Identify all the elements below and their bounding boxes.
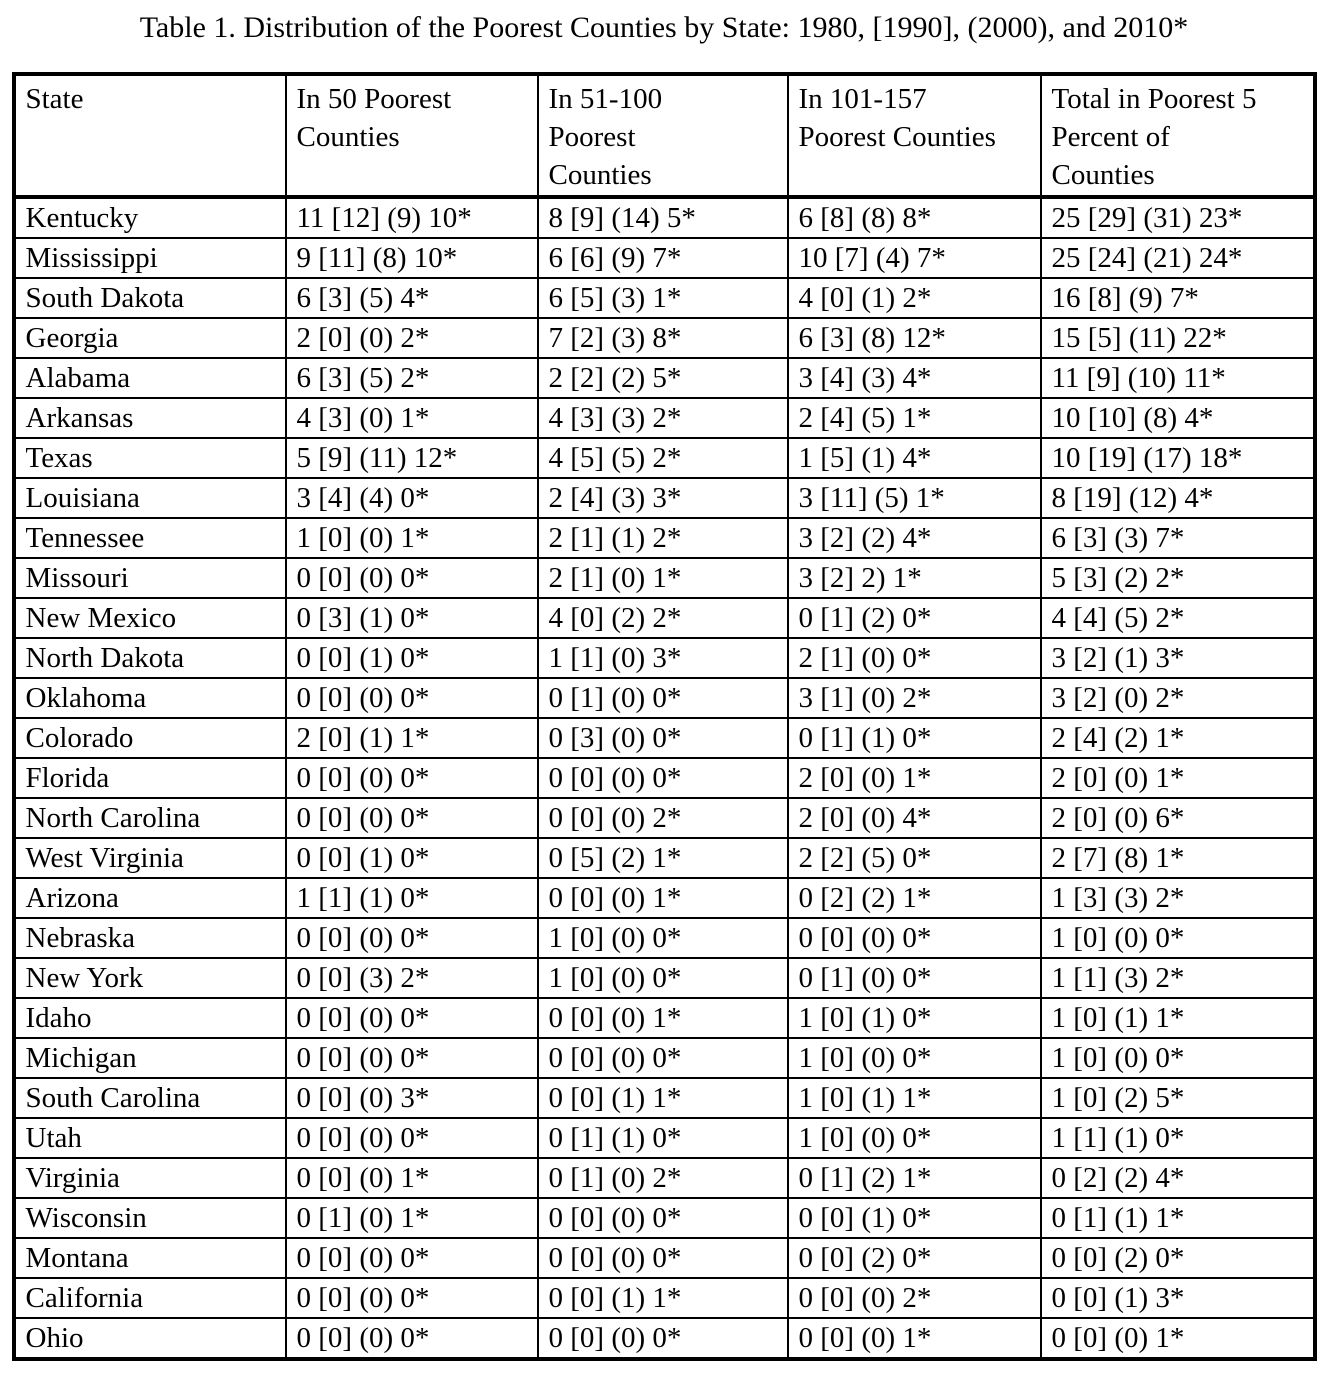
- in-50-poorest-cell: 0 [0] (0) 0*: [286, 558, 538, 598]
- table-row: [14, 758, 1315, 798]
- total-poorest-5pct-cell: 10 [10] (8) 4*: [1041, 398, 1315, 438]
- in-50-poorest-cell: 0 [0] (1) 0*: [286, 638, 538, 678]
- in-101-157-poorest-cell: 0 [1] (1) 0*: [788, 718, 1041, 758]
- in-50-poorest-cell: 0 [1] (0) 1*: [286, 1198, 538, 1238]
- in-50-poorest-cell: 0 [0] (0) 0*: [286, 1238, 538, 1278]
- in-50-poorest-cell: 3 [4] (4) 0*: [286, 478, 538, 518]
- in-51-100-poorest-cell: 0 [0] (0) 1*: [538, 998, 788, 1038]
- table-row: [14, 798, 1315, 838]
- in-50-poorest-cell: 0 [0] (0) 0*: [286, 758, 538, 798]
- column-header-in-101-157-poorest: [788, 74, 1041, 197]
- state-cell: New Mexico: [14, 598, 286, 638]
- column-header-total-poorest-5pct: [1041, 74, 1315, 197]
- in-101-157-poorest-cell: 10 [7] (4) 7*: [788, 238, 1041, 278]
- table-row: [14, 638, 1315, 678]
- state-cell: South Dakota: [14, 278, 286, 318]
- total-poorest-5pct-cell: 0 [1] (1) 1*: [1041, 1198, 1315, 1238]
- total-poorest-5pct-cell: 1 [0] (0) 0*: [1041, 1038, 1315, 1078]
- table-row: [14, 878, 1315, 918]
- in-50-poorest-cell: 4 [3] (0) 1*: [286, 398, 538, 438]
- total-poorest-5pct-cell: 1 [3] (3) 2*: [1041, 878, 1315, 918]
- table-row: [14, 918, 1315, 958]
- column-header-line: Counties: [1051, 159, 1155, 191]
- in-101-157-poorest-cell: 2 [2] (5) 0*: [788, 838, 1041, 878]
- in-51-100-poorest-cell: 0 [5] (2) 1*: [538, 838, 788, 878]
- in-101-157-poorest-cell: 2 [0] (0) 1*: [788, 758, 1041, 798]
- state-cell: New York: [14, 958, 286, 998]
- in-50-poorest-cell: 5 [9] (11) 12*: [286, 438, 538, 478]
- in-101-157-poorest-cell: 0 [0] (0) 2*: [788, 1278, 1041, 1318]
- in-51-100-poorest-cell: 1 [0] (0) 0*: [538, 918, 788, 958]
- in-50-poorest-cell: 1 [1] (1) 0*: [286, 878, 538, 918]
- column-header-line: In 101-157: [798, 83, 927, 115]
- in-101-157-poorest-cell: 2 [0] (0) 4*: [788, 798, 1041, 838]
- in-101-157-poorest-cell: 0 [2] (2) 1*: [788, 878, 1041, 918]
- in-101-157-poorest-cell: 0 [0] (0) 1*: [788, 1318, 1041, 1359]
- in-51-100-poorest-cell: 1 [0] (0) 0*: [538, 958, 788, 998]
- state-cell: Oklahoma: [14, 678, 286, 718]
- in-101-157-poorest-cell: 1 [0] (0) 0*: [788, 1118, 1041, 1158]
- in-51-100-poorest-cell: 0 [3] (0) 0*: [538, 718, 788, 758]
- state-cell: West Virginia: [14, 838, 286, 878]
- in-101-157-poorest-cell: 0 [0] (1) 0*: [788, 1198, 1041, 1238]
- column-header-in-50-poorest: [286, 74, 538, 197]
- total-poorest-5pct-cell: 2 [7] (8) 1*: [1041, 838, 1315, 878]
- in-51-100-poorest-cell: 4 [5] (5) 2*: [538, 438, 788, 478]
- total-poorest-5pct-cell: 15 [5] (11) 22*: [1041, 318, 1315, 358]
- in-101-157-poorest-cell: 6 [8] (8) 8*: [788, 197, 1041, 238]
- column-header-line: Poorest Counties: [798, 121, 996, 153]
- in-101-157-poorest-cell: 1 [0] (0) 0*: [788, 1038, 1041, 1078]
- in-50-poorest-cell: 2 [0] (0) 2*: [286, 318, 538, 358]
- in-101-157-poorest-cell: 0 [0] (2) 0*: [788, 1238, 1041, 1278]
- column-header-line: In 51-100: [548, 83, 663, 115]
- state-cell: South Carolina: [14, 1078, 286, 1118]
- state-cell: Mississippi: [14, 238, 286, 278]
- table-row: [14, 718, 1315, 758]
- table-row: [14, 438, 1315, 478]
- table-row: [14, 558, 1315, 598]
- total-poorest-5pct-cell: 1 [1] (1) 0*: [1041, 1118, 1315, 1158]
- in-50-poorest-cell: 0 [0] (0) 0*: [286, 998, 538, 1038]
- in-51-100-poorest-cell: 0 [1] (0) 0*: [538, 678, 788, 718]
- in-50-poorest-cell: 0 [0] (0) 0*: [286, 1038, 538, 1078]
- state-cell: California: [14, 1278, 286, 1318]
- in-50-poorest-cell: 2 [0] (1) 1*: [286, 718, 538, 758]
- state-cell: Alabama: [14, 358, 286, 398]
- total-poorest-5pct-cell: 1 [0] (1) 1*: [1041, 998, 1315, 1038]
- state-cell: Colorado: [14, 718, 286, 758]
- column-header-line: Counties: [296, 121, 400, 153]
- state-cell: Arizona: [14, 878, 286, 918]
- table-row: [14, 1198, 1315, 1238]
- column-header-line: In 50 Poorest: [296, 83, 452, 115]
- state-cell: Georgia: [14, 318, 286, 358]
- in-101-157-poorest-cell: 1 [5] (1) 4*: [788, 438, 1041, 478]
- state-cell: Virginia: [14, 1158, 286, 1198]
- in-51-100-poorest-cell: 0 [0] (0) 0*: [538, 1038, 788, 1078]
- in-51-100-poorest-cell: 2 [2] (2) 5*: [538, 358, 788, 398]
- total-poorest-5pct-cell: 4 [4] (5) 2*: [1041, 598, 1315, 638]
- in-50-poorest-cell: 6 [3] (5) 4*: [286, 278, 538, 318]
- table-row: [14, 1038, 1315, 1078]
- column-header-line: Total in Poorest 5: [1051, 83, 1257, 115]
- in-51-100-poorest-cell: 2 [4] (3) 3*: [538, 478, 788, 518]
- in-50-poorest-cell: 11 [12] (9) 10*: [286, 197, 538, 238]
- in-51-100-poorest-cell: 4 [3] (3) 2*: [538, 398, 788, 438]
- state-cell: North Carolina: [14, 798, 286, 838]
- table-row: [14, 518, 1315, 558]
- in-51-100-poorest-cell: 7 [2] (3) 8*: [538, 318, 788, 358]
- total-poorest-5pct-cell: 2 [4] (2) 1*: [1041, 718, 1315, 758]
- total-poorest-5pct-cell: 11 [9] (10) 11*: [1041, 358, 1315, 398]
- table-row: [14, 358, 1315, 398]
- column-header-line: Poorest: [548, 121, 636, 153]
- state-cell: North Dakota: [14, 638, 286, 678]
- in-51-100-poorest-cell: 0 [0] (0) 0*: [538, 758, 788, 798]
- table-body: [14, 197, 1315, 1359]
- total-poorest-5pct-cell: 25 [24] (21) 24*: [1041, 238, 1315, 278]
- table-row: [14, 1118, 1315, 1158]
- in-51-100-poorest-cell: 8 [9] (14) 5*: [538, 197, 788, 238]
- state-cell: Louisiana: [14, 478, 286, 518]
- state-cell: Michigan: [14, 1038, 286, 1078]
- table-title: Table 1. Distribution of the Poorest Counties by State: 1980, [1990], (2000), and 2010*: [139, 11, 1189, 44]
- state-cell: Ohio: [14, 1318, 286, 1359]
- in-101-157-poorest-cell: 1 [0] (1) 1*: [788, 1078, 1041, 1118]
- in-50-poorest-cell: 0 [0] (1) 0*: [286, 838, 538, 878]
- total-poorest-5pct-cell: 0 [0] (2) 0*: [1041, 1238, 1315, 1278]
- header-row: [14, 74, 1315, 197]
- state-cell: Florida: [14, 758, 286, 798]
- in-51-100-poorest-cell: 4 [0] (2) 2*: [538, 598, 788, 638]
- table-row: [14, 1078, 1315, 1118]
- total-poorest-5pct-cell: 8 [19] (12) 4*: [1041, 478, 1315, 518]
- total-poorest-5pct-cell: 6 [3] (3) 7*: [1041, 518, 1315, 558]
- table-row: [14, 678, 1315, 718]
- table-row: [14, 398, 1315, 438]
- in-51-100-poorest-cell: 0 [0] (0) 0*: [538, 1198, 788, 1238]
- total-poorest-5pct-cell: 0 [0] (1) 3*: [1041, 1278, 1315, 1318]
- total-poorest-5pct-cell: 25 [29] (31) 23*: [1041, 197, 1315, 238]
- table-row: [14, 1318, 1315, 1359]
- in-50-poorest-cell: 1 [0] (0) 1*: [286, 518, 538, 558]
- state-cell: Arkansas: [14, 398, 286, 438]
- state-cell: Missouri: [14, 558, 286, 598]
- in-51-100-poorest-cell: 0 [0] (1) 1*: [538, 1278, 788, 1318]
- in-101-157-poorest-cell: 6 [3] (8) 12*: [788, 318, 1041, 358]
- in-101-157-poorest-cell: 0 [1] (2) 0*: [788, 598, 1041, 638]
- column-header-line: Counties: [548, 159, 652, 191]
- in-101-157-poorest-cell: 1 [0] (1) 0*: [788, 998, 1041, 1038]
- in-50-poorest-cell: 0 [3] (1) 0*: [286, 598, 538, 638]
- in-50-poorest-cell: 0 [0] (0) 0*: [286, 1278, 538, 1318]
- state-cell: Tennessee: [14, 518, 286, 558]
- in-51-100-poorest-cell: 0 [1] (1) 0*: [538, 1118, 788, 1158]
- total-poorest-5pct-cell: 1 [0] (0) 0*: [1041, 918, 1315, 958]
- in-101-157-poorest-cell: 0 [1] (0) 0*: [788, 958, 1041, 998]
- total-poorest-5pct-cell: 0 [0] (0) 1*: [1041, 1318, 1315, 1359]
- in-51-100-poorest-cell: 0 [0] (0) 0*: [538, 1318, 788, 1359]
- table-row: [14, 1158, 1315, 1198]
- in-101-157-poorest-cell: 3 [2] (2) 4*: [788, 518, 1041, 558]
- in-50-poorest-cell: 0 [0] (0) 0*: [286, 918, 538, 958]
- total-poorest-5pct-cell: 3 [2] (0) 2*: [1041, 678, 1315, 718]
- in-101-157-poorest-cell: 3 [11] (5) 1*: [788, 478, 1041, 518]
- in-50-poorest-cell: 0 [0] (3) 2*: [286, 958, 538, 998]
- total-poorest-5pct-cell: 2 [0] (0) 1*: [1041, 758, 1315, 798]
- in-51-100-poorest-cell: 0 [0] (0) 0*: [538, 1238, 788, 1278]
- in-51-100-poorest-cell: 0 [0] (0) 2*: [538, 798, 788, 838]
- poorest-counties-table: [12, 72, 1317, 1361]
- total-poorest-5pct-cell: 2 [0] (0) 6*: [1041, 798, 1315, 838]
- total-poorest-5pct-cell: 1 [1] (3) 2*: [1041, 958, 1315, 998]
- state-cell: Utah: [14, 1118, 286, 1158]
- table-row: [14, 197, 1315, 238]
- state-cell: Idaho: [14, 998, 286, 1038]
- in-101-157-poorest-cell: 2 [1] (0) 0*: [788, 638, 1041, 678]
- table-row: [14, 958, 1315, 998]
- in-101-157-poorest-cell: 2 [4] (5) 1*: [788, 398, 1041, 438]
- in-51-100-poorest-cell: 1 [1] (0) 3*: [538, 638, 788, 678]
- total-poorest-5pct-cell: 0 [2] (2) 4*: [1041, 1158, 1315, 1198]
- table-header: [14, 74, 1315, 197]
- in-101-157-poorest-cell: 0 [1] (2) 1*: [788, 1158, 1041, 1198]
- total-poorest-5pct-cell: 5 [3] (2) 2*: [1041, 558, 1315, 598]
- total-poorest-5pct-cell: 16 [8] (9) 7*: [1041, 278, 1315, 318]
- in-50-poorest-cell: 0 [0] (0) 0*: [286, 1118, 538, 1158]
- state-cell: Nebraska: [14, 918, 286, 958]
- in-101-157-poorest-cell: 0 [0] (0) 0*: [788, 918, 1041, 958]
- in-51-100-poorest-cell: 6 [6] (9) 7*: [538, 238, 788, 278]
- in-101-157-poorest-cell: 3 [2] 2) 1*: [788, 558, 1041, 598]
- in-50-poorest-cell: 6 [3] (5) 2*: [286, 358, 538, 398]
- in-51-100-poorest-cell: 6 [5] (3) 1*: [538, 278, 788, 318]
- table-row: [14, 1278, 1315, 1318]
- column-header-in-51-100-poorest: [538, 74, 788, 197]
- in-51-100-poorest-cell: 0 [0] (0) 1*: [538, 878, 788, 918]
- in-50-poorest-cell: 0 [0] (0) 0*: [286, 798, 538, 838]
- in-51-100-poorest-cell: 0 [1] (0) 2*: [538, 1158, 788, 1198]
- in-50-poorest-cell: 0 [0] (0) 1*: [286, 1158, 538, 1198]
- in-51-100-poorest-cell: 2 [1] (0) 1*: [538, 558, 788, 598]
- in-51-100-poorest-cell: 2 [1] (1) 2*: [538, 518, 788, 558]
- state-cell: Wisconsin: [14, 1198, 286, 1238]
- table-row: [14, 318, 1315, 358]
- table-row: [14, 838, 1315, 878]
- table-row: [14, 598, 1315, 638]
- in-51-100-poorest-cell: 0 [0] (1) 1*: [538, 1078, 788, 1118]
- total-poorest-5pct-cell: 1 [0] (2) 5*: [1041, 1078, 1315, 1118]
- in-101-157-poorest-cell: 4 [0] (1) 2*: [788, 278, 1041, 318]
- table-row: [14, 1238, 1315, 1278]
- in-50-poorest-cell: 0 [0] (0) 0*: [286, 678, 538, 718]
- column-header-line: State: [25, 83, 84, 115]
- in-50-poorest-cell: 0 [0] (0) 0*: [286, 1318, 538, 1359]
- table-row: [14, 278, 1315, 318]
- state-cell: Kentucky: [14, 197, 286, 238]
- total-poorest-5pct-cell: 10 [19] (17) 18*: [1041, 438, 1315, 478]
- table-row: [14, 238, 1315, 278]
- table-row: [14, 998, 1315, 1038]
- column-header-state: [14, 74, 286, 197]
- total-poorest-5pct-cell: 3 [2] (1) 3*: [1041, 638, 1315, 678]
- in-101-157-poorest-cell: 3 [4] (3) 4*: [788, 358, 1041, 398]
- in-50-poorest-cell: 9 [11] (8) 10*: [286, 238, 538, 278]
- in-101-157-poorest-cell: 3 [1] (0) 2*: [788, 678, 1041, 718]
- state-cell: Montana: [14, 1238, 286, 1278]
- state-cell: Texas: [14, 438, 286, 478]
- table-row: [14, 478, 1315, 518]
- in-50-poorest-cell: 0 [0] (0) 3*: [286, 1078, 538, 1118]
- column-header-line: Percent of: [1051, 121, 1170, 153]
